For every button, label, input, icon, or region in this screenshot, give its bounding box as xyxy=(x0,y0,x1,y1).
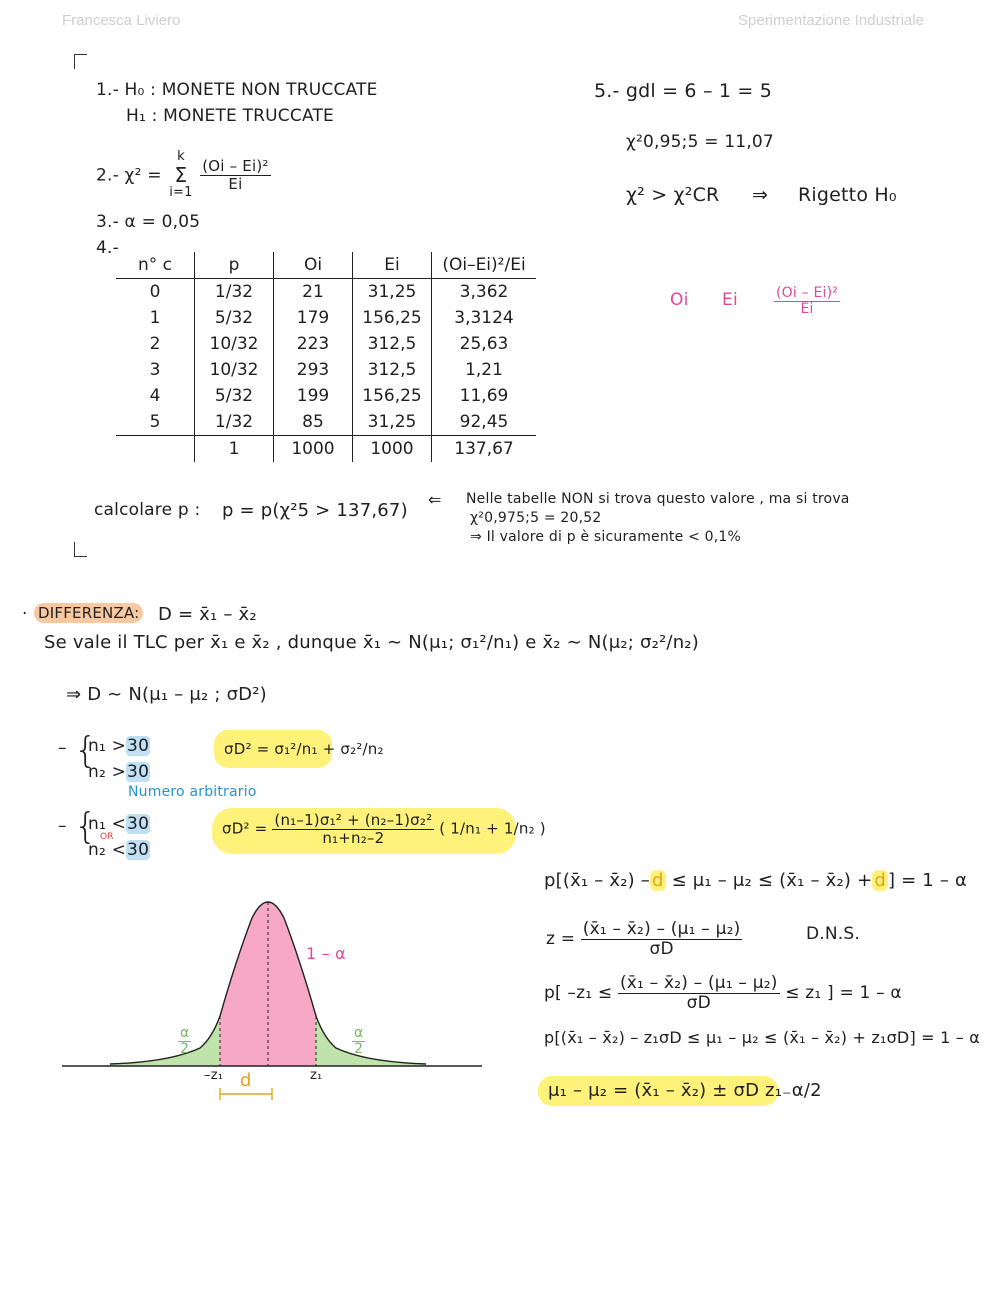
note-line-3: ⇒ Il valore di p è sicuramente < 0,1% xyxy=(470,529,742,545)
statistic-numerator: (Oi – Ei)² xyxy=(202,157,269,176)
left-tail-label xyxy=(178,1026,191,1058)
left-tail-num: α xyxy=(180,1025,190,1041)
note-line-2: χ²0,975;5 = 20,52 xyxy=(470,510,602,526)
case2-dash: – xyxy=(58,816,67,836)
prob1-part-a: p[(x̄₁ – x̄₂) – xyxy=(544,870,650,891)
table-header: p xyxy=(195,252,274,279)
statistic-denominator: Ei xyxy=(228,174,243,193)
final-interval: μ₁ – μ₂ = (x̄₁ – x̄₂) ± σD z₁₋α/2 xyxy=(548,1080,822,1101)
header-author: Francesca Liviero xyxy=(62,12,181,29)
statistic-prefix: 2.- χ² = xyxy=(96,165,162,186)
z-numerator: (x̄₁ – x̄₂) – (μ₁ – μ₂) xyxy=(582,919,741,939)
critical-value: χ²0,95;5 = 11,07 xyxy=(626,132,774,152)
prob2-part-a: p[ –z₁ ≤ xyxy=(544,983,613,1004)
table-cell: 223 xyxy=(274,331,353,357)
d-distribution: ⇒ D ∼ N(μ₁ – μ₂ ; σD²) xyxy=(66,684,267,705)
dns-label: D.N.S. xyxy=(806,924,861,944)
case2-prefix: σD² = xyxy=(222,819,268,838)
table-cell: 5/32 xyxy=(195,383,274,409)
or-label: OR xyxy=(100,832,114,842)
prob1-part-b: ≤ μ₁ – μ₂ ≤ (x̄₁ – x̄₂) + xyxy=(671,870,873,891)
table-cell: 0 xyxy=(149,282,161,302)
table-cell: 293 xyxy=(274,357,353,383)
prob2-numerator: (x̄₁ – x̄₂) – (μ₁ – μ₂) xyxy=(619,973,778,993)
arbitrary-number-note: Numero arbitrario xyxy=(128,784,257,800)
table-cell: 199 xyxy=(274,383,353,409)
table-cell: 10/32 xyxy=(195,331,274,357)
prob1-part-c: ] = 1 – α xyxy=(887,870,968,891)
bullet: · xyxy=(22,604,28,624)
sum-symbol: Σ xyxy=(174,163,188,188)
right-tail-label xyxy=(352,1026,365,1058)
table-cell: 21 xyxy=(274,279,353,306)
difference-def: D = x̄₁ – x̄₂ xyxy=(158,604,257,625)
sum-bottom: i=1 xyxy=(169,185,193,201)
case1-formula: σD² = σ₁²/n₁ + σ₂²/n₂ xyxy=(224,740,384,758)
left-tail-den: 2 xyxy=(180,1041,190,1058)
alpha-level: 3.- α = 0,05 xyxy=(96,212,201,232)
difference-label-text: DIFFERENZA: xyxy=(34,603,143,623)
tlc-statement: Se vale il TLC per x̄₁ e x̄₂ , dunque x̄₁ ∼ N(μ₁; σ₁²/n₁) e x̄₂ ∼ N(μ₂; σ₂²/n₂) xyxy=(44,632,699,653)
comparison: χ² > χ²CR xyxy=(626,184,720,206)
interval-prob-2 xyxy=(544,974,902,1012)
normal-curve-figure xyxy=(0,0,500,1130)
case2-n1-text: n₁ < xyxy=(88,814,127,834)
legend-numerator: (Oi – Ei)² xyxy=(776,285,839,301)
case2-brace: { xyxy=(74,806,98,847)
table-header: Ei xyxy=(353,252,432,279)
table-cell: 156,25 xyxy=(353,305,432,331)
table-cell: 312,5 xyxy=(353,331,432,357)
table-header: (Oi–Ei)²/Ei xyxy=(432,252,537,279)
z-definition xyxy=(546,920,742,958)
case2-n2-thirty: 30 xyxy=(127,840,150,860)
case2-n1-thirty: 30 xyxy=(127,814,150,834)
case2-denominator: n₁+n₂–2 xyxy=(322,828,385,847)
case1-n2-thirty: 30 xyxy=(127,762,150,782)
table-cell: 31,25 xyxy=(353,279,432,306)
table-cell: 1 xyxy=(195,436,274,463)
table-cell: 1000 xyxy=(353,436,432,463)
case1-brace: { xyxy=(74,730,98,771)
right-tail-den: 2 xyxy=(354,1041,364,1058)
prob1-d2: d xyxy=(874,870,886,891)
table-cell: 10/32 xyxy=(195,357,274,383)
degrees-of-freedom: 5.- gdl = 6 – 1 = 5 xyxy=(594,80,773,102)
implies-arrow: ⇒ xyxy=(752,184,769,206)
p-expression: p = p(χ²5 > 137,67) xyxy=(222,500,408,521)
table-cell: 3 xyxy=(149,360,161,380)
table-cell: 1000 xyxy=(274,436,353,463)
table-cell: 92,45 xyxy=(432,409,537,436)
z-right-label: z₁ xyxy=(310,1068,323,1083)
prob2-denominator: σD xyxy=(686,992,711,1013)
table-cell: 312,5 xyxy=(353,357,432,383)
table-cell: 3,362 xyxy=(432,279,537,306)
table-cell: 2 xyxy=(149,334,161,354)
table-cell: 179 xyxy=(274,305,353,331)
table-cell: 1 xyxy=(149,308,161,328)
table-cell: 1/32 xyxy=(195,409,274,436)
center-area-label: 1 – α xyxy=(306,944,346,963)
prob1-d1: d xyxy=(652,870,664,891)
case1-dash: – xyxy=(58,738,67,758)
table-cell: 1,21 xyxy=(432,357,537,383)
left-arrow: ⇐ xyxy=(428,490,442,509)
sum-top: k xyxy=(177,149,185,164)
hypothesis-h0: 1.- H₀ : MONETE NON TRUCCATE xyxy=(96,80,378,100)
table-cell: 11,69 xyxy=(432,383,537,409)
step-4: 4.- xyxy=(96,238,119,258)
table-cell: 137,67 xyxy=(432,436,537,463)
table-cell: 85 xyxy=(274,409,353,436)
case2-numerator: (n₁–1)σ₁² + (n₂–1)σ₂² xyxy=(274,811,433,829)
header-course: Sperimentazione Industriale xyxy=(738,12,924,29)
legend-oi: Oi xyxy=(670,290,689,310)
reject-h0: Rigetto H₀ xyxy=(798,184,897,206)
table-cell: 5/32 xyxy=(195,305,274,331)
table-header: Oi xyxy=(274,252,353,279)
table-cell: 25,63 xyxy=(432,331,537,357)
legend-denominator: Ei xyxy=(800,301,814,318)
note-line-1: Nelle tabelle NON si trova questo valore , ma si trova xyxy=(466,491,850,507)
z-denominator: σD xyxy=(649,938,674,959)
case2-n2-text: n₂ < xyxy=(88,840,127,860)
table-header: n° c xyxy=(116,252,195,279)
prob2-part-b: ≤ z₁ ] = 1 – α xyxy=(785,983,902,1004)
table-cell: 31,25 xyxy=(353,409,432,436)
d-label: d xyxy=(240,1070,252,1091)
table-cell: 156,25 xyxy=(353,383,432,409)
case1-n1-text: n₁ > xyxy=(88,736,127,756)
z-left-label: –z₁ xyxy=(204,1068,224,1083)
case1-n1-thirty: 30 xyxy=(127,736,150,756)
table-cell: 5 xyxy=(149,412,161,432)
z-prefix: z = xyxy=(546,929,576,950)
legend-fraction xyxy=(774,286,840,318)
table-cell: 1/32 xyxy=(195,279,274,306)
hypothesis-h1: H₁ : MONETE TRUCCATE xyxy=(126,106,334,126)
calc-p-label: calcolare p : xyxy=(94,500,201,520)
right-tail-num: α xyxy=(354,1025,364,1041)
case1-n2-text: n₂ > xyxy=(88,762,127,782)
table-cell: 4 xyxy=(149,386,161,406)
case2-paren: ( 1/n₁ + 1/n₂ ) xyxy=(439,819,546,838)
table-cell: 3,3124 xyxy=(432,305,537,331)
legend-ei: Ei xyxy=(722,290,738,310)
interval-prob-3: p[(x̄₁ – x̄₂) – z₁σD ≤ μ₁ – μ₂ ≤ (x̄₁ – x̄₂) + z₁σD] = 1 – α xyxy=(544,1028,980,1047)
interval-prob-1 xyxy=(544,870,967,891)
